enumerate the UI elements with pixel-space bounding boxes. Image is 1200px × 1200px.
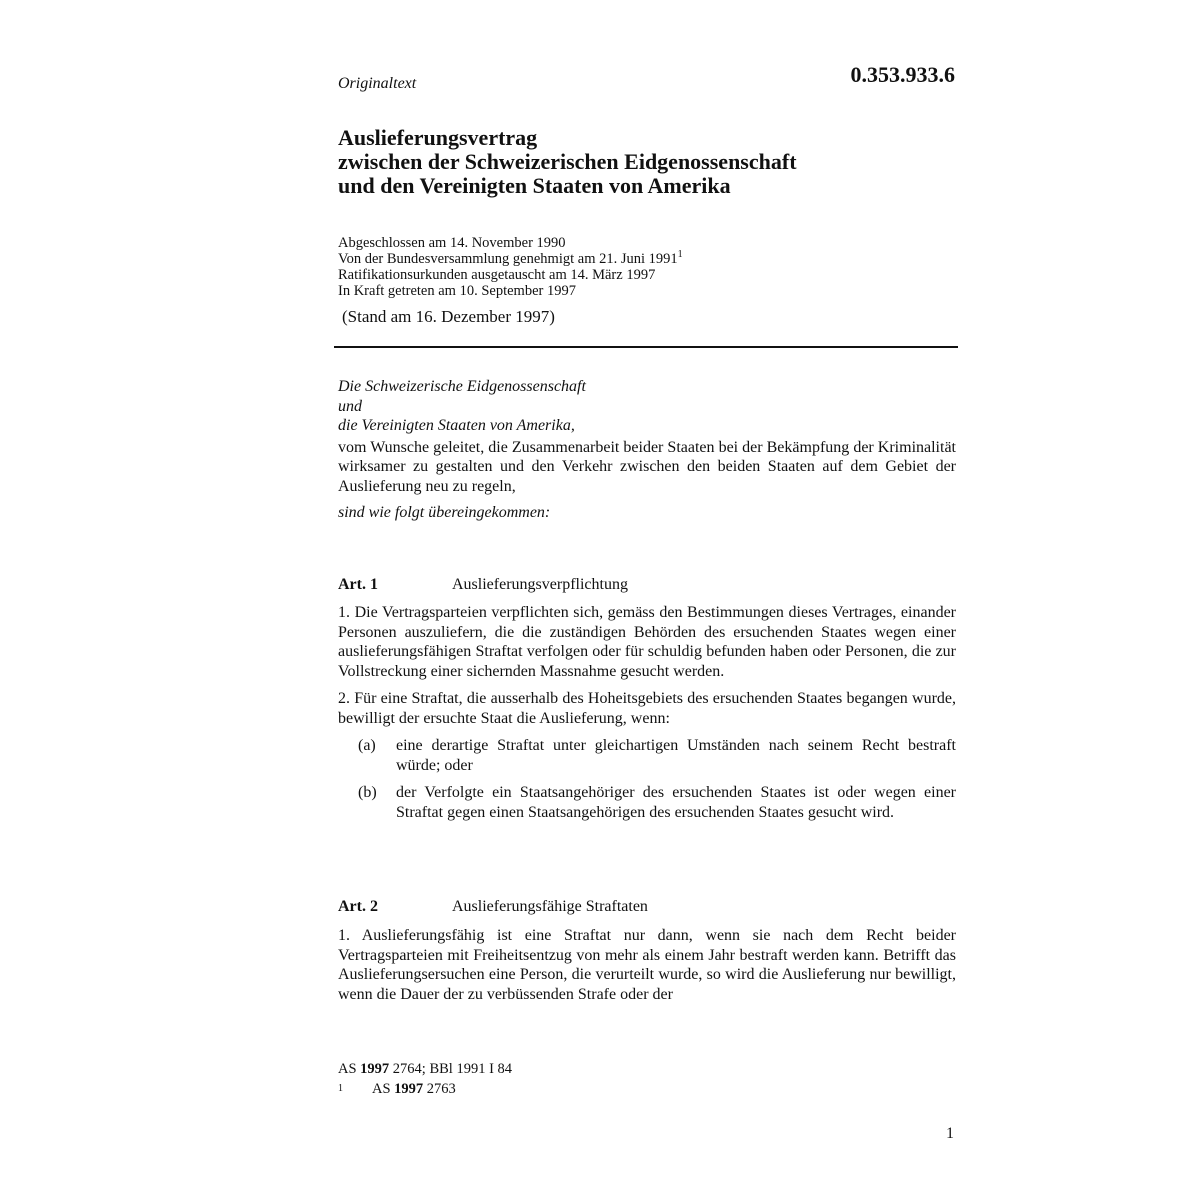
paragraph: 1. Auslieferungsfähig ist eine Straftat nur dann, wenn sie nach dem Recht beider Vertragsparteien mit Freiheitsentzug von mehr als einem Jahr bestraft werden kann. Betrifft das Auslieferungsersuchen eine Person, die verurteilt wurde, so wird die Auslieferung nur bewilligt, wenn die Dauer der zu verbüssenden Strafe oder der [338,927,956,1003]
preamble [338,377,956,523]
article-title: Auslieferungsverpflichtung [452,576,628,593]
article-title: Auslieferungsfähige Straftaten [452,898,648,915]
dates-block [338,235,683,299]
footnotes [338,1059,512,1099]
date-ratified: Ratifikationsurkunden ausgetauscht am 14. März 1997 [338,267,656,283]
date-in-force: In Kraft getreten am 10. September 1997 [338,283,576,299]
article-2-body [338,926,956,1012]
paragraph: 1. Die Vertragsparteien verpflichten sich, gemäss den Bestimmungen dieses Vertrages, einander Personen auszuliefern, die die zuständigen Behörden des ersuchenden Staates wegen einer auslieferungsfähigen Straftat verfolgen oder für schuldig befunden haben oder Personen, die zur Vollstreckung einer sichernden Massnahme gesucht werden. [338,604,956,680]
title-line-3: und den Vereinigten Staaten von Amerika [338,173,731,198]
title-line-2: zwischen der Schweizerischen Eidgenossenschaft [338,149,797,174]
status-date: (Stand am 16. Dezember 1997) [342,307,555,326]
date-concluded: Abgeschlossen am 14. November 1990 [338,235,566,251]
paragraph: 2. Für eine Straftat, die ausserhalb des Hoheitsgebiets des ersuchenden Staates begangen wurde, bewilligt der ersuchte Staat die Auslieferung, wenn: [338,690,956,727]
footnote-1: 1 AS 1997 2763 [338,1081,456,1097]
article-2-heading [338,898,956,916]
list-item [338,736,956,775]
footnote-ref-1[interactable]: 1 [677,249,683,261]
header-divider [334,346,958,348]
article-1-body [338,603,956,830]
list-item-text: eine derartige Straftat unter gleichartigen Umständen nach seinem Recht bestraft würde; oder [396,737,956,774]
original-text-label: Originaltext [338,75,417,92]
source-reference: AS 1997 2764; BBl 1991 I 84 [338,1061,513,1077]
title-line-1: Auslieferungsvertrag [338,125,538,150]
article-1-heading [338,576,956,594]
article-number: Art. 1 [338,576,378,593]
footnote-marker: 1 [338,1083,343,1094]
list-item-text: der Verfolgte ein Staatsangehöriger des ersuchenden Staates ist oder wegen einer Straftat gegen einen Staatsangehörigen des ersuchenden Staates gesucht wird. [396,784,956,821]
list-item-label: (a) [358,737,376,754]
preamble-text: vom Wunsche geleitet, die Zusammenarbeit beider Staaten bei der Bekämpfung der Kriminalität wirksamer zu gestalten und den Verkehr zwischen den beiden Staaten auf dem Gebiet der Auslieferung neu zu regeln, [338,438,956,495]
article-number: Art. 2 [338,898,378,915]
preamble-and: und [338,397,362,415]
sr-number: 0.353.933.6 [850,62,955,87]
list-item [338,783,956,822]
preamble-party-2: die Vereinigten Staaten von Amerika, [338,417,575,434]
preamble-party-1: Die Schweizerische Eidgenossenschaft [338,378,586,395]
list-item-label: (b) [358,784,377,801]
date-approved: Von der Bundesversammlung genehmigt am 21. Juni 1991$^1$ [338,249,683,267]
page-number: 1 [946,1125,954,1142]
document-title [338,126,958,198]
preamble-closing: sind wie folgt übereingekommen: [338,504,551,521]
